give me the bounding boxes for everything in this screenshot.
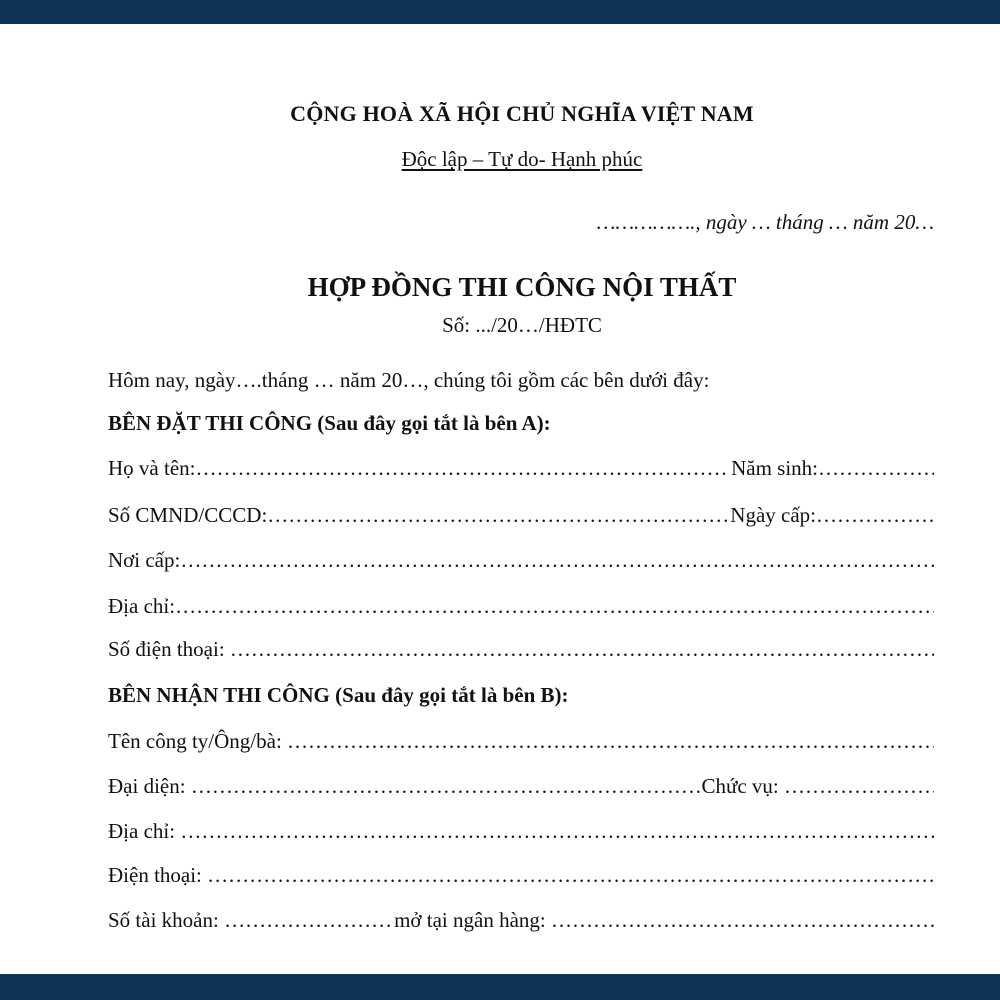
name-blank[interactable] (195, 456, 725, 481)
address-blank[interactable] (175, 594, 934, 619)
contract-number: Số: .../20…/HĐTC (442, 313, 602, 337)
address-blank-b[interactable] (180, 819, 934, 844)
party-b-account-row (108, 908, 934, 933)
party-b-company-row (108, 729, 934, 754)
company-blank[interactable] (287, 729, 934, 754)
party-a-issue-place-row (108, 548, 934, 573)
phone-blank[interactable] (230, 637, 934, 662)
phone-label: Số điện thoại: (108, 637, 230, 661)
id-label: Số CMND/CCCD: (108, 503, 268, 527)
party-b-heading: BÊN NHẬN THI CÔNG (Sau đây gọi tắt là bên B): (108, 683, 569, 707)
party-b-phone-row (108, 863, 934, 888)
representative-label: Đại diện: (108, 774, 191, 798)
account-label: Số tài khoản: (108, 908, 225, 932)
position-label: Chức vụ: (701, 774, 784, 798)
national-motto: Độc lập – Tự do- Hạnh phúc (401, 147, 643, 171)
intro-text: Hôm nay, ngày….tháng … năm 20…, chúng tôi gồm các bên dưới đây: (108, 368, 710, 392)
phone-blank-b[interactable] (207, 863, 934, 888)
bank-blank[interactable] (551, 908, 934, 933)
address-label: Địa chỉ: (108, 594, 176, 618)
party-a-phone-row (108, 637, 934, 662)
birth-year-label: Năm sinh: (725, 456, 818, 480)
contract-title: HỢP ĐỒNG THI CÔNG NỘI THẤT (307, 272, 737, 302)
issue-date-blank[interactable] (816, 503, 934, 528)
top-frame-bar (0, 0, 1000, 24)
issue-place-label: Nơi cấp: (108, 548, 181, 572)
company-label: Tên công ty/Ông/bà: (108, 729, 288, 753)
issue-place-blank[interactable] (180, 548, 934, 573)
bank-label: mở tại ngân hàng: (394, 908, 551, 932)
party-a-address-row (108, 594, 934, 619)
birth-year-blank[interactable] (818, 456, 934, 481)
account-blank[interactable] (224, 908, 394, 933)
party-b-rep-row (108, 774, 934, 799)
name-label: Họ và tên: (108, 456, 196, 480)
party-a-name-row (108, 456, 934, 481)
position-blank[interactable] (784, 774, 934, 799)
party-a-id-row (108, 503, 934, 528)
party-b-address-row (108, 819, 934, 844)
address-label-b: Địa chỉ: (108, 819, 181, 843)
phone-label-b: Điện thoại: (108, 863, 208, 887)
id-blank[interactable] (267, 503, 730, 528)
representative-blank[interactable] (191, 774, 702, 799)
bottom-frame-bar (0, 974, 1000, 1000)
date-line: ……………., ngày … tháng … năm 20… (596, 210, 934, 234)
issue-date-label: Ngày cấp: (730, 503, 816, 527)
national-title: CỘNG HOÀ XÃ HỘI CHỦ NGHĨA VIỆT NAM (290, 101, 754, 126)
party-a-heading: BÊN ĐẶT THI CÔNG (Sau đây gọi tắt là bên A): (108, 411, 551, 435)
